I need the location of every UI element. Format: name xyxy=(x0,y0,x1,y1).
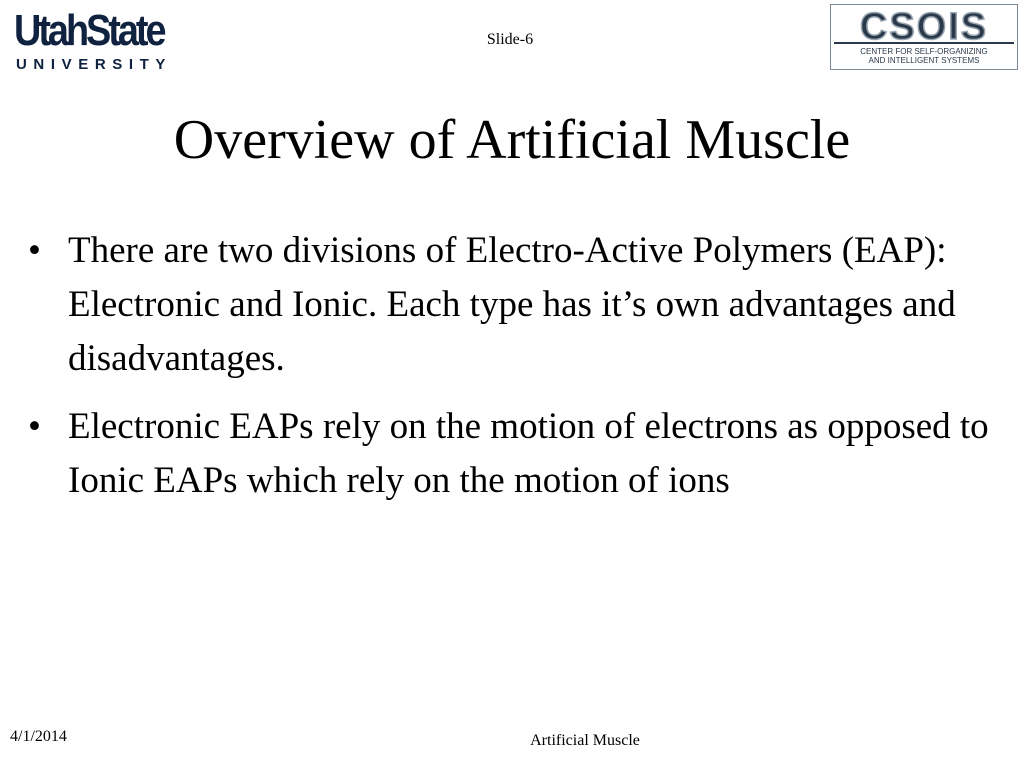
logo-wordmark-bottom: UNIVERSITY xyxy=(16,56,173,73)
utah-state-university-logo xyxy=(14,8,200,74)
csois-logo-graphic xyxy=(831,5,1017,69)
logo-caption-line2: AND INTELLIGENT SYSTEMS xyxy=(868,56,980,65)
footer-date: 4/1/2014 xyxy=(10,728,67,745)
bullet-item xyxy=(28,224,1013,386)
logo-caption-line1: CENTER FOR SELF-ORGANIZING xyxy=(860,47,988,56)
bullet-item xyxy=(28,400,1013,508)
csois-logo xyxy=(830,4,1018,70)
bullet-text: Electronic EAPs rely on the motion of electrons as opposed to Ionic EAPs which rely on the motion of ions xyxy=(68,406,989,501)
bullet-icon: • xyxy=(28,406,41,447)
bullet-icon: • xyxy=(28,230,41,271)
logo-wordmark-top: UtahState xyxy=(14,6,164,55)
bullet-text: There are two divisions of Electro-Active Polymers (EAP): Electronic and Ionic. Each type has it’s own advantages and disadvantages. xyxy=(68,230,956,379)
bullet-list xyxy=(28,224,1013,522)
slide-number: Slide-6 xyxy=(486,31,534,48)
footer-title: Artificial Muscle xyxy=(530,732,640,749)
logo-letters: CSOIS xyxy=(859,6,989,48)
slide-title: Overview of Artificial Muscle xyxy=(173,109,851,171)
